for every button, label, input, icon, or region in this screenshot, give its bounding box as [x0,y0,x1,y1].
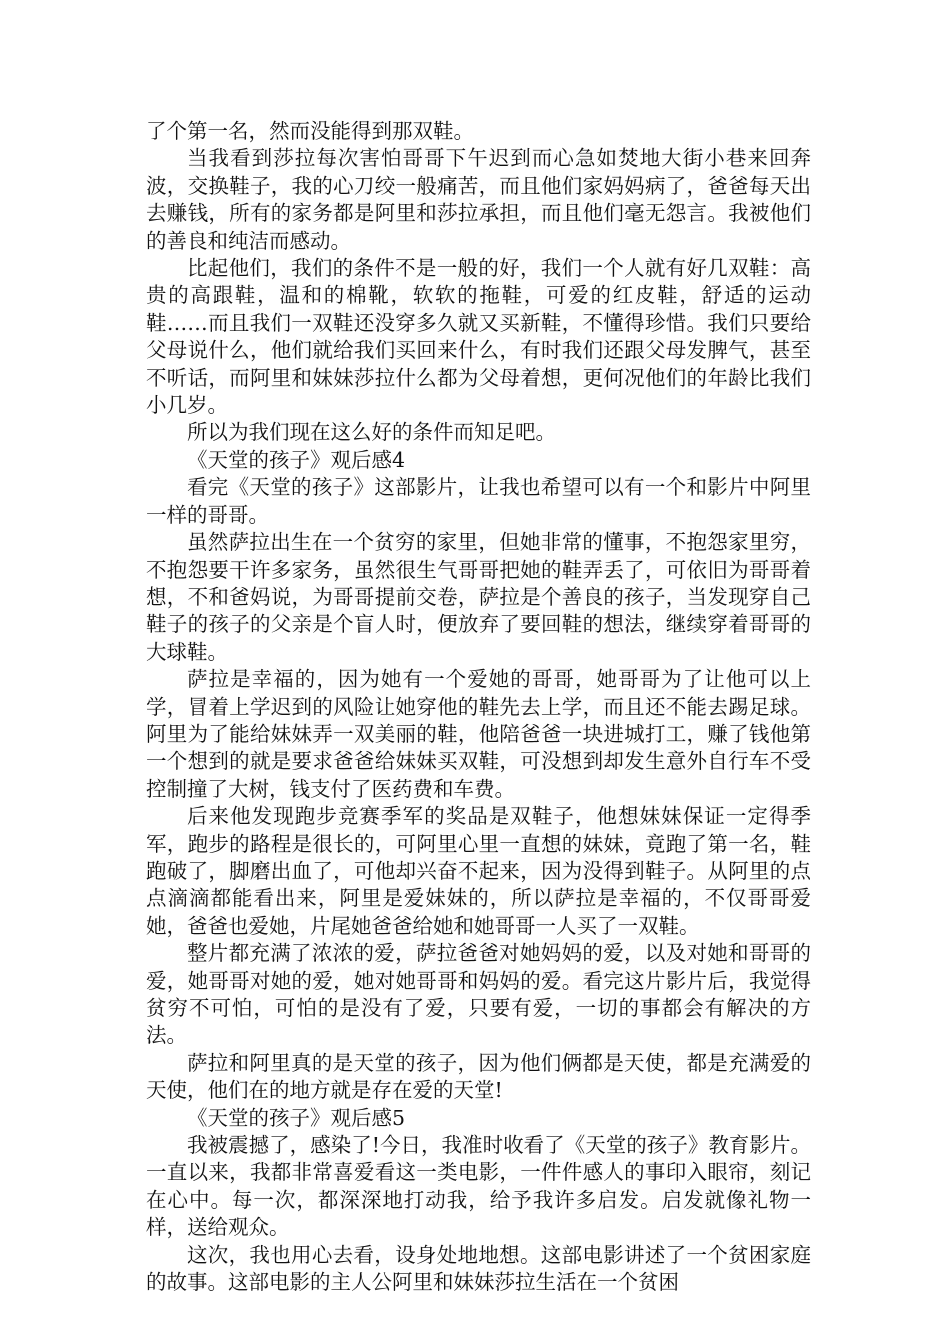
document-page [146,118,811,1296]
paragraph-8: 后来他发现跑步竞赛季军的奖品是双鞋子，他想妹妹保证一定得季军，跑步的路程是很长的，可阿里心里一直想的妹妹，竟跑了第一名，鞋跑破了，脚磨出血了，可他却兴奋不起来，因为没得到鞋子。从阿里的点点滴滴都能看出来，阿里是爱妹妹的，所以萨拉是幸福的，不仅哥哥爱她，爸爸也爱她，片尾她爸爸给她和她哥哥一人买了一双鞋。 [146,804,811,938]
paragraph-9: 整片都充满了浓浓的爱，萨拉爸爸对她妈妈的爱，以及对她和哥哥的爱，她哥哥对她的爱，她对她哥哥和妈妈的爱。看完这片影片后，我觉得贫穷不可怕，可怕的是没有了爱，只要有爱，一切的事都会有解决的方法。 [146,941,811,1048]
section-heading-5: 《天堂的孩子》观后感5 [187,1105,406,1130]
paragraph-3: 比起他们，我们的条件不是一般的好，我们一个人就有好几双鞋：高贵的高跟鞋，温和的棉靴，软软的拖鞋，可爱的红皮鞋，舒适的运动鞋……而且我们一双鞋还没穿多久就又买新鞋，不懂得珍惜。我们只要给父母说什么，他们就给我们买回来什么，有时我们还跟父母发脾气，甚至不听话，而阿里和妹妹莎拉什么都为父母着想，更何况他们的年龄比我们小几岁。 [146,256,811,418]
paragraph-2: 当我看到莎拉每次害怕哥哥下午迟到而心急如焚地大街小巷来回奔波，交换鞋子，我的心刀绞一般痛苦，而且他们家妈妈病了，爸爸每天出去赚钱，所有的家务都是阿里和莎拉承担，而且他们毫无怨言。我被他们的善良和纯洁而感动。 [146,146,811,253]
paragraph-10: 萨拉和阿里真的是天堂的孩子，因为他们俩都是天使，都是充满爱的天使，他们在的地方就是存在爱的天堂! [146,1050,811,1103]
paragraph-12: 这次，我也用心去看，设身处地地想。这部电影讲述了一个贫困家庭的故事。这部电影的主人公阿里和妹妹莎拉生活在一个贫困 [146,1242,811,1295]
paragraph-1: 了个第一名，然而没能得到那双鞋。 [146,119,474,143]
section-heading-4: 《天堂的孩子》观后感4 [187,447,406,472]
paragraph-5: 看完《天堂的孩子》这部影片，让我也希望可以有一个和影片中阿里一样的哥哥。 [146,475,811,527]
paragraph-6: 虽然萨拉出生在一个贫穷的家里，但她非常的懂事，不抱怨家里穷，不抱怨要干许多家务，虽然很生气哥哥把她的鞋弄丢了，可依旧为哥哥着想，不和爸妈说，为哥哥提前交卷，萨拉是个善良的孩子，当发现穿自己鞋子的孩子的父亲是个盲人时，便放弃了要回鞋的想法，继续穿着哥哥的大球鞋。 [146,530,811,664]
paragraph-7: 萨拉是幸福的，因为她有一个爱她的哥哥，她哥哥为了让他可以上学，冒着上学迟到的风险让她穿他的鞋先去上学，而且还不能去踢足球。阿里为了能给妹妹弄一双美丽的鞋，他陪爸爸一块进城打工，赚了钱他第一个想到的就是要求爸爸给妹妹买双鞋，可没想到却发生意外自行车不受控制撞了大树，钱支付了医药费和车费。 [146,667,811,801]
paragraph-4: 所以为我们现在这么好的条件而知足吧。 [187,420,556,445]
paragraph-11: 我被震撼了，感染了!今日，我准时收看了《天堂的孩子》教育影片。一直以来，我都非常喜爱看这一类电影，一件件感人的事印入眼帘，刻记在心中。每一次，都深深地打动我，给予我许多启发。启发就像礼物一样，送给观众。 [146,1133,811,1240]
